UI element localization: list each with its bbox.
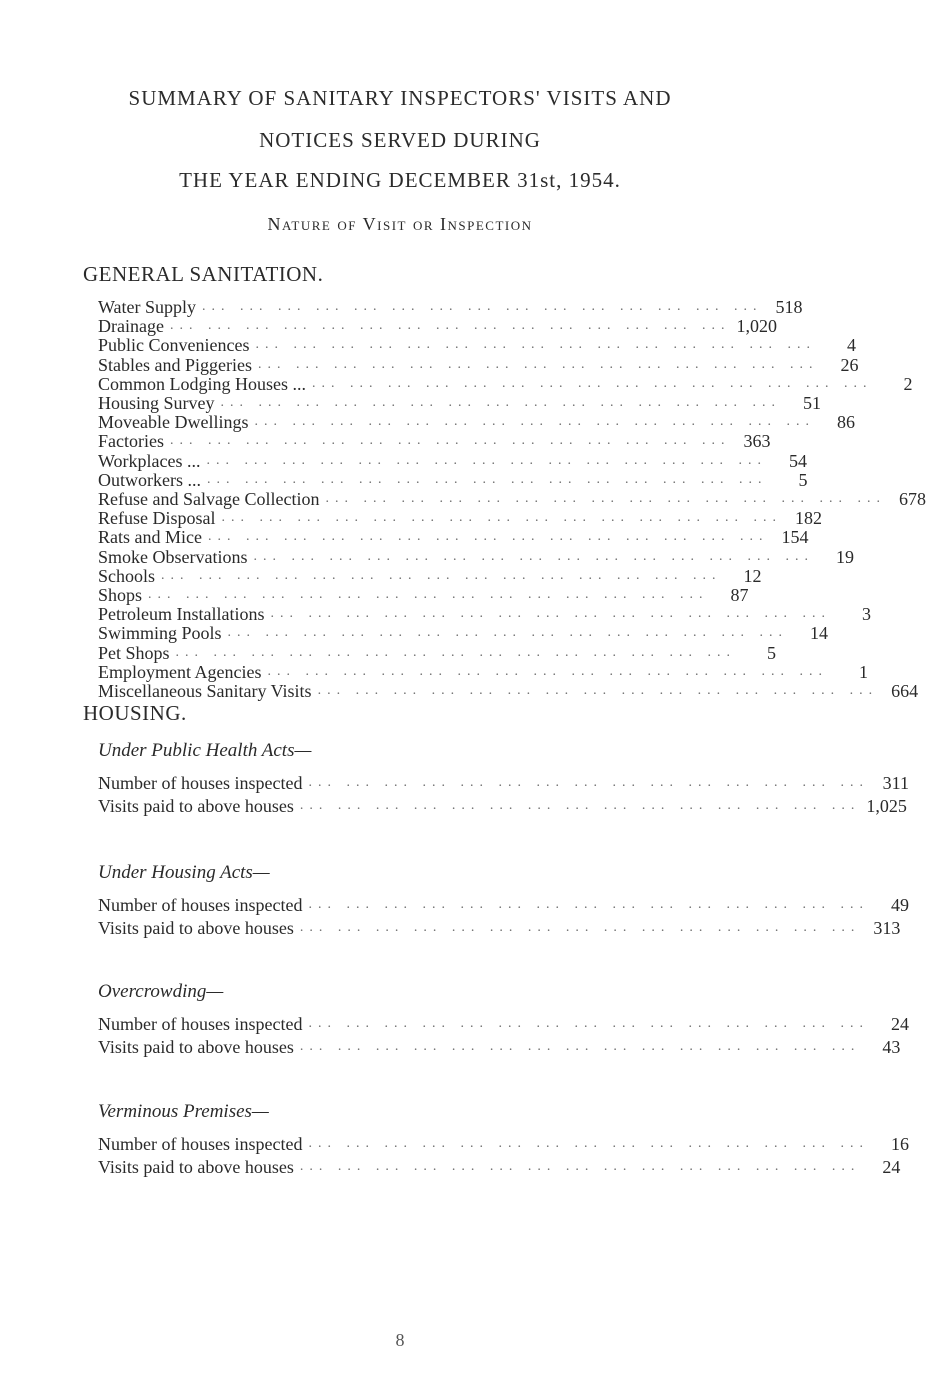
housing-heading: HOUSING. <box>83 701 187 725</box>
table-row <box>98 451 808 471</box>
page-number: 8 <box>395 1330 405 1350</box>
row-value: 664 <box>891 681 919 701</box>
leader-dots: ... ... ... ... ... ... ... ... ... ... ... ... ... ... ... <box>308 897 869 912</box>
leader-dots: ... ... ... ... ... ... ... ... ... ... ... ... ... ... ... <box>202 299 763 314</box>
row-label: Schools <box>98 566 156 586</box>
table-row <box>98 604 871 624</box>
table-row <box>98 643 777 663</box>
table-row <box>98 527 809 547</box>
table-row <box>98 355 859 375</box>
row-value: 678 <box>898 489 926 509</box>
table-row <box>98 1037 901 1057</box>
row-label: Miscellaneous Sanitary Visits <box>98 681 312 701</box>
row-value: 3 <box>861 604 871 624</box>
row-value: 54 <box>789 451 808 471</box>
table-row <box>98 1157 901 1177</box>
leader-dots: ... ... ... ... ... ... ... ... ... ... ... ... ... ... ... <box>255 337 816 352</box>
row-value: 51 <box>803 393 821 413</box>
general-sanitation-heading: GENERAL SANITATION. <box>83 262 324 286</box>
leader-dots: ... ... ... ... ... ... ... ... ... ... ... ... ... ... ... <box>206 472 768 487</box>
leader-dots: ... ... ... ... ... ... ... ... ... ... ... ... ... ... ... <box>253 549 814 564</box>
row-value: 154 <box>781 527 809 547</box>
title-line-2: NOTICES SERVED DURING <box>259 128 541 152</box>
row-label: Outworkers ... <box>98 470 201 490</box>
row-value: 5 <box>767 643 777 663</box>
housing-subheading: Verminous Premises— <box>98 1101 269 1122</box>
housing-subheading: Under Housing Acts— <box>98 862 270 883</box>
table-row <box>98 681 919 701</box>
row-label: Rats and Mice <box>98 527 202 547</box>
row-label: Stables and Piggeries <box>98 355 252 375</box>
leader-dots: ... ... ... ... ... ... ... ... ... ... ... ... ... ... ... <box>207 529 769 544</box>
row-label: Visits paid to above houses <box>98 1157 294 1177</box>
row-value: 1,025 <box>866 796 907 816</box>
row-label: Public Conveniences <box>98 335 250 355</box>
row-label: Employment Agencies <box>98 662 262 682</box>
title-line-3: THE YEAR ENDING DECEMBER 31st, 1954. <box>179 168 621 192</box>
row-value: 518 <box>775 297 803 317</box>
row-value: 12 <box>743 566 762 586</box>
table-row <box>98 412 855 432</box>
table-row <box>98 918 901 938</box>
leader-dots: ... ... ... ... ... ... ... ... ... ... ... ... ... ... ... <box>299 920 861 935</box>
table-row <box>98 297 803 317</box>
row-value: 363 <box>743 431 771 451</box>
leader-dots: ... ... ... ... ... ... ... ... ... ... ... ... ... ... ... <box>267 664 828 679</box>
row-value: 311 <box>882 773 909 793</box>
leader-dots: ... ... ... ... ... ... ... ... ... ... ... ... ... ... ... <box>299 798 861 813</box>
table-row <box>98 374 913 394</box>
leader-dots: ... ... ... ... ... ... ... ... ... ... ... ... ... ... ... <box>254 414 815 429</box>
row-value: 14 <box>810 623 829 643</box>
nature-heading: Nature of Visit or Inspection <box>267 214 533 234</box>
row-label: Number of houses inspected <box>98 895 303 915</box>
leader-dots: ... ... ... ... ... ... ... ... ... ... ... ... ... ... ... <box>169 433 731 448</box>
row-label: Swimming Pools <box>98 623 222 643</box>
table-row <box>98 773 909 793</box>
row-label: Refuse and Salvage Collection <box>98 489 320 509</box>
row-label: Visits paid to above houses <box>98 796 294 816</box>
table-row <box>98 547 854 567</box>
row-value: 313 <box>873 918 901 938</box>
leader-dots: ... ... ... ... ... ... ... ... ... ... ... ... ... ... ... <box>257 357 819 372</box>
row-value: 24 <box>882 1157 901 1177</box>
table-row <box>98 895 909 915</box>
leader-dots: ... ... ... ... ... ... ... ... ... ... ... ... ... ... ... <box>175 645 737 660</box>
table-row <box>98 1134 909 1154</box>
table-row <box>98 1014 909 1034</box>
row-value: 26 <box>840 355 859 375</box>
row-value: 86 <box>836 412 855 432</box>
leader-dots: ... ... ... ... ... ... ... ... ... ... ... ... ... ... ... <box>308 1016 869 1031</box>
row-label: Number of houses inspected <box>98 1014 303 1034</box>
row-value: 87 <box>730 585 749 605</box>
row-value: 16 <box>890 1134 909 1154</box>
row-value: 5 <box>798 470 808 490</box>
table-row <box>98 470 808 490</box>
row-label: Drainage <box>98 316 164 336</box>
row-value: 49 <box>890 895 909 915</box>
table-row <box>98 796 907 816</box>
row-value: 1 <box>858 662 868 682</box>
leader-dots: ... ... ... ... ... ... ... ... ... ... ... ... ... ... ... <box>317 683 879 698</box>
table-row <box>98 431 771 451</box>
table-row <box>98 316 777 336</box>
table-row <box>98 662 868 682</box>
housing-subheading: Overcrowding— <box>98 981 224 1002</box>
row-label: Number of houses inspected <box>98 773 303 793</box>
row-value: 2 <box>903 374 913 394</box>
leader-dots: ... ... ... ... ... ... ... ... ... ... ... ... ... ... ... <box>312 376 873 391</box>
row-label: Smoke Observations <box>98 547 248 567</box>
table-row <box>98 393 821 413</box>
row-value: 182 <box>794 508 822 528</box>
table-row <box>98 566 762 586</box>
row-value: 4 <box>846 335 856 355</box>
table-row <box>98 335 856 355</box>
leader-dots: ... ... ... ... ... ... ... ... ... ... ... ... ... ... ... <box>308 775 869 790</box>
row-value: 1,020 <box>736 316 777 336</box>
leader-dots: ... ... ... ... ... ... ... ... ... ... ... ... ... ... ... <box>270 606 831 621</box>
row-label: Visits paid to above houses <box>98 1037 294 1057</box>
row-label: Workplaces ... <box>98 451 201 471</box>
leader-dots: ... ... ... ... ... ... ... ... ... ... ... ... ... ... ... <box>221 510 782 525</box>
leader-dots: ... ... ... ... ... ... ... ... ... ... ... ... ... ... ... <box>220 395 781 410</box>
row-value: 43 <box>882 1037 901 1057</box>
leader-dots: ... ... ... ... ... ... ... ... ... ... ... ... ... ... ... <box>148 587 709 602</box>
table-row <box>98 585 749 605</box>
row-label: Housing Survey <box>98 393 215 413</box>
leader-dots: ... ... ... ... ... ... ... ... ... ... ... ... ... ... ... <box>325 491 886 506</box>
row-label: Water Supply <box>98 297 197 317</box>
leader-dots: ... ... ... ... ... ... ... ... ... ... ... ... ... ... ... <box>299 1159 861 1174</box>
leader-dots: ... ... ... ... ... ... ... ... ... ... ... ... ... ... ... <box>308 1136 869 1151</box>
leader-dots: ... ... ... ... ... ... ... ... ... ... ... ... ... ... ... <box>206 453 768 468</box>
leader-dots: ... ... ... ... ... ... ... ... ... ... ... ... ... ... ... <box>169 318 731 333</box>
row-label: Refuse Disposal <box>98 508 216 528</box>
table-row <box>98 508 822 528</box>
row-label: Pet Shops <box>98 643 170 663</box>
housing-subheading: Under Public Health Acts— <box>98 740 312 761</box>
row-label: Petroleum Installations <box>98 604 265 624</box>
leader-dots: ... ... ... ... ... ... ... ... ... ... ... ... ... ... ... <box>161 568 722 583</box>
row-label: Moveable Dwellings <box>98 412 249 432</box>
row-label: Common Lodging Houses ... <box>98 374 307 394</box>
row-value: 19 <box>835 547 854 567</box>
leader-dots: ... ... ... ... ... ... ... ... ... ... ... ... ... ... ... <box>227 625 789 640</box>
table-row <box>98 623 829 643</box>
row-label: Shops <box>98 585 143 605</box>
row-label: Factories <box>98 431 164 451</box>
leader-dots: ... ... ... ... ... ... ... ... ... ... ... ... ... ... ... <box>299 1039 861 1054</box>
table-row <box>98 489 926 509</box>
row-label: Visits paid to above houses <box>98 918 294 938</box>
row-value: 24 <box>890 1014 909 1034</box>
row-label: Number of houses inspected <box>98 1134 303 1154</box>
title-line-1: SUMMARY OF SANITARY INSPECTORS' VISITS AND <box>128 86 672 110</box>
